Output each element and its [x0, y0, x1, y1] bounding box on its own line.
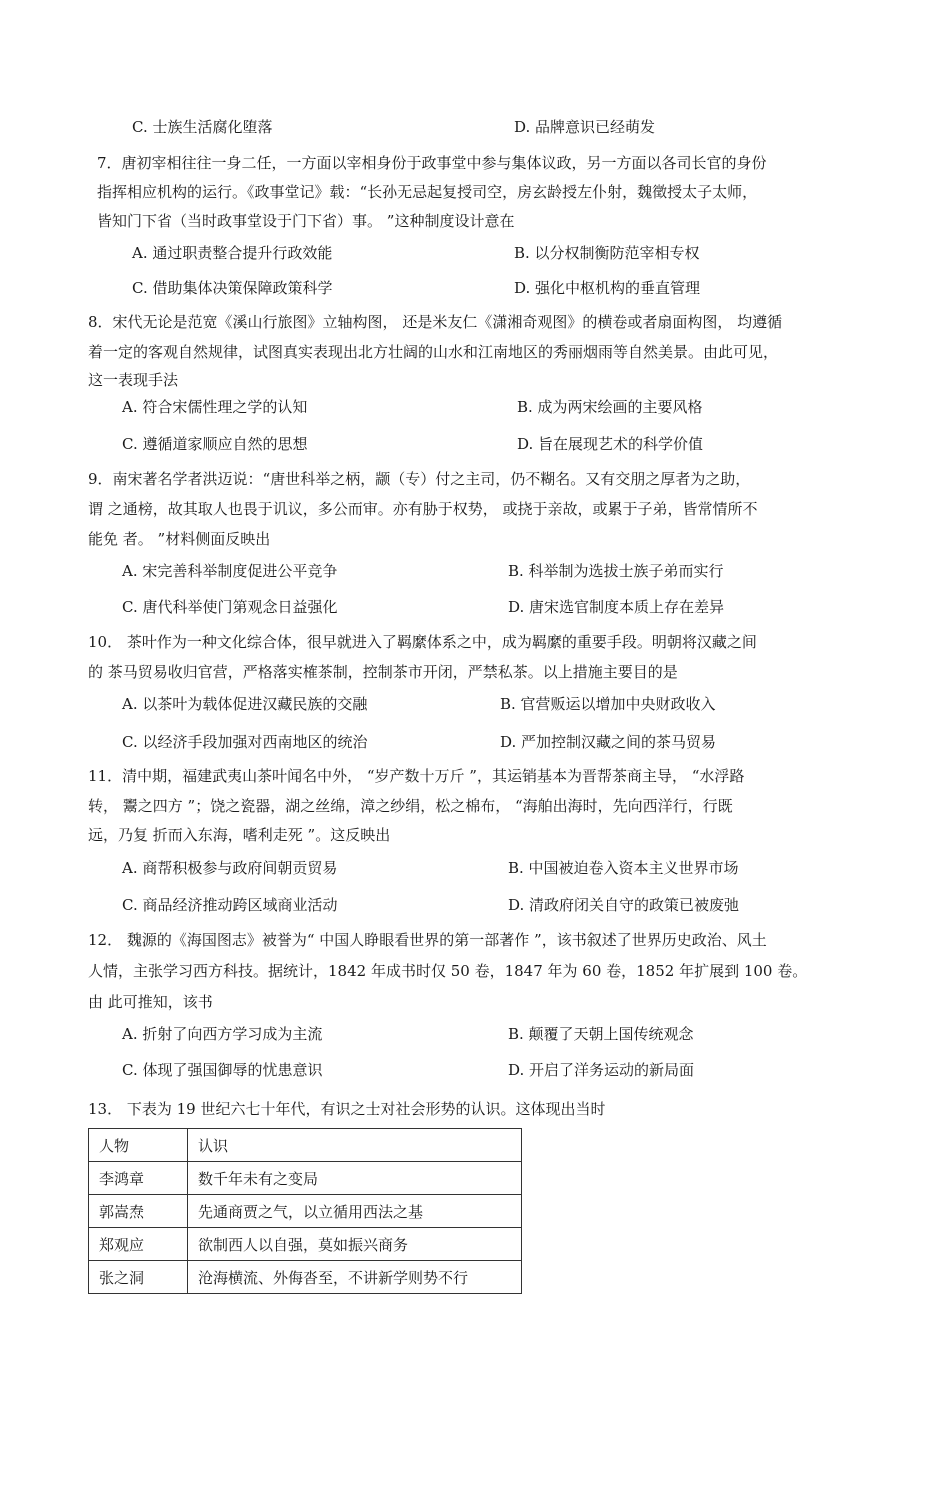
q9-stem-line-2: 谓 之通榜，故其取人也畏于讥议，多公而审。亦有胁于权势， 或挠于亲故，或累于子弟，皆常情所不	[88, 500, 758, 518]
q12-option-d: D. 开启了洋务运动的新局面	[508, 1061, 695, 1079]
q7-stem-line-2: 指挥相应机构的运行。《政事堂记》载：“长孙无忌起复授司空，房玄龄授左仆射，魏徵授太子太师，	[97, 183, 758, 201]
q8-option-a: A. 符合宋儒性理之学的认知	[122, 398, 308, 416]
table-cell-view: 数千年未有之变局	[188, 1162, 522, 1195]
q10-option-b: B. 官营贩运以增加中央财政收入	[500, 695, 716, 713]
q12-option-c: C. 体现了强国御辱的忧患意识	[122, 1061, 323, 1079]
table-cell-person: 李鸿章	[89, 1162, 188, 1195]
q11-option-c: C. 商品经济推动跨区域商业活动	[122, 896, 338, 914]
table-cell-view: 沧海横流、外侮沓至，不讲新学则势不行	[188, 1261, 522, 1294]
q13-stem: 13． 下表为 19 世纪六七十年代，有识之士对社会形势的认识。这体现出当时	[88, 1100, 606, 1118]
table-cell-view: 先通商贾之气，以立循用西法之基	[188, 1195, 522, 1228]
q10-option-c: C. 以经济手段加强对西南地区的统治	[122, 733, 368, 751]
q12-stem-line-3: 由 此可推知，该书	[88, 993, 213, 1011]
table-cell-person: 张之洞	[89, 1261, 188, 1294]
q10-option-d: D. 严加控制汉藏之间的茶马贸易	[500, 733, 717, 751]
q9-stem-line-3: 能免 者。 ”材料侧面反映出	[88, 530, 271, 548]
q8-stem-line-2: 着一定的客观自然规律，试图真实表现出北方壮阔的山水和江南地区的秀丽烟雨等自然美景。由此可见，	[88, 343, 779, 361]
q10-stem-line-2: 的 茶马贸易收归官营，严格落实榷茶制，控制茶市开闭，严禁私茶。以上措施主要目的是	[88, 663, 678, 681]
q7-option-c: C. 借助集体决策保障政策科学	[132, 279, 333, 297]
table-row	[89, 1228, 522, 1261]
table-header-cell: 认识	[188, 1129, 522, 1162]
q6-option-c: C. 士族生活腐化堕落	[132, 118, 273, 136]
q6-option-d: D. 品牌意识已经萌发	[514, 118, 656, 136]
q7-stem-line-3: 皆知门下省（当时政事堂设于门下省）事。 ”这种制度设计意在	[97, 212, 515, 230]
q10-option-a: A. 以茶叶为载体促进汉藏民族的交融	[122, 695, 368, 713]
q9-option-d: D. 唐宋选官制度本质上存在差异	[508, 598, 725, 616]
q8-option-b: B. 成为两宋绘画的主要风格	[517, 398, 703, 416]
q10-stem-line-1: 10． 茶叶作为一种文化综合体，很早就进入了羁縻体系之中，成为羁縻的重要手段。明朝将汉藏之间	[88, 633, 757, 651]
q7-option-b: B. 以分权制衡防范宰相专权	[514, 244, 700, 262]
table-header-cell: 人物	[89, 1129, 188, 1162]
q11-option-a: A. 商帮积极参与政府间朝贡贸易	[122, 859, 338, 877]
q7-option-d: D. 强化中枢机构的垂直管理	[514, 279, 701, 297]
table-header-row	[89, 1129, 522, 1162]
q9-option-a: A. 宋完善科举制度促进公平竞争	[122, 562, 338, 580]
q11-stem-line-3: 远，乃复 折而入东海，嗜利走死 ”。这反映出	[88, 826, 391, 844]
q9-stem-line-1: 9．南宋著名学者洪迈说：“唐世科举之柄，颛（专）付之主司，仍不糊名。又有交朋之厚者为之助，	[88, 470, 751, 488]
table-cell-person: 郭嵩焘	[89, 1195, 188, 1228]
q8-stem-line-1: 8．宋代无论是范宽《溪山行旅图》立轴构图， 还是米友仁《潇湘奇观图》的横卷或者扇面构图， 均遵循	[88, 313, 783, 331]
table-row	[89, 1261, 522, 1294]
q7-option-a: A. 通过职责整合提升行政效能	[132, 244, 333, 262]
q12-stem-line-1: 12． 魏源的《海国图志》被誉为“ 中国人睁眼看世界的第一部著作 ”，该书叙述了世界历史政治、风土	[88, 931, 767, 949]
q7-stem-line-1: 7．唐初宰相往往一身二任，一方面以宰相身份于政事堂中参与集体议政，另一方面以各司长官的身份	[97, 154, 767, 172]
q11-stem-line-2: 转， 鬻之四方 ”；饶之瓷器，湖之丝绵，漳之纱绢，松之棉布， “海舶出海时，先向西洋行，行既	[88, 797, 733, 815]
q12-option-a: A. 折射了向西方学习成为主流	[122, 1025, 323, 1043]
table-row	[89, 1162, 522, 1195]
q11-option-d: D. 清政府闭关自守的政策已被废弛	[508, 896, 740, 914]
q8-stem-line-3: 这一表现手法	[88, 371, 179, 389]
q8-option-d: D. 旨在展现艺术的科学价值	[517, 435, 704, 453]
q11-option-b: B. 中国被迫卷入资本主义世界市场	[508, 859, 739, 877]
table-row	[89, 1195, 522, 1228]
q12-option-b: B. 颠覆了天朝上国传统观念	[508, 1025, 694, 1043]
q9-option-c: C. 唐代科举使门第观念日益强化	[122, 598, 338, 616]
q9-option-b: B. 科举制为选拔士族子弟而实行	[508, 562, 724, 580]
q11-stem-line-1: 11．清中期，福建武夷山茶叶闻名中外， “岁产数十万斤 ”，其运销基本为晋帮茶商主导， “水浮路	[88, 767, 745, 785]
table-cell-view: 欲制西人以自强，莫如振兴商务	[188, 1228, 522, 1261]
q12-stem-line-2: 人情，主张学习西方科技。据统计，1842 年成书时仅 50 卷，1847 年为 60 卷，1852 年扩展到 100 卷。	[88, 962, 808, 980]
table-cell-person: 郑观应	[89, 1228, 188, 1261]
q13-table	[88, 1128, 522, 1294]
q8-option-c: C. 遵循道家顺应自然的思想	[122, 435, 308, 453]
